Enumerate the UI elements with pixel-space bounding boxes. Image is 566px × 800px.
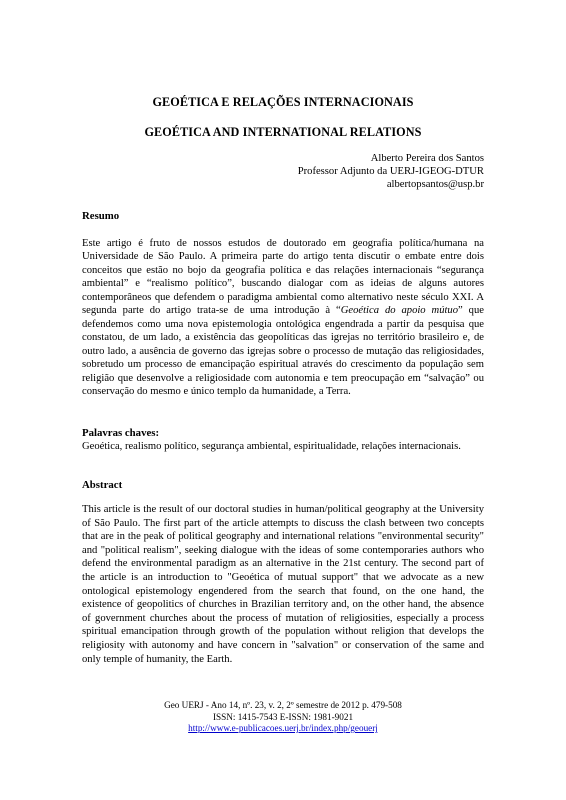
abstract-heading: Abstract xyxy=(82,479,123,491)
keywords-text: Geoética, realismo político, segurança ambiental, espiritualidade, relações internacionais. xyxy=(82,441,461,452)
author-block xyxy=(298,152,484,191)
author-email: albertopsantos@usp.br xyxy=(386,179,484,190)
resumo-heading: Resumo xyxy=(82,210,120,222)
footer xyxy=(0,700,566,735)
footer-journal: Geo UERJ - Ano 14, nº. 23, v. 2, 2º semestre de 2012 p. 479-508 xyxy=(164,700,402,710)
footer-link[interactable]: http://www.e-publicacoes.uerj.br/index.php/geouerj xyxy=(188,723,378,733)
keywords-heading: Palavras chaves: xyxy=(82,427,160,439)
resumo-text-2: ” que defendemos como uma nova epistemologia ontológica engendrada a partir da pesquisa que constatou, de um lado, a existência das geopolíticas das igrejas no território brasileiro e, de outro lado, a ausência de governo das igrejas sobre o processo de mutação das religiosidades, sobretudo um processo de emancipação espiritual através do crescimento da população sem religião que desenvolve a religiosidade com autonomia e tem preocupação em “salvação” ou conservação do mesmo e único templo da humanidade, a Terra. xyxy=(82,305,484,397)
author-name: Alberto Pereira dos Santos xyxy=(370,153,484,164)
title-english: GEOÉTICA AND INTERNATIONAL RELATIONS xyxy=(144,125,422,139)
footer-issn: ISSN: 1415-7543 E-ISSN: 1981-9021 xyxy=(212,711,354,722)
resumo-text-1: Este artigo é fruto de nossos estudos de doutorado em geografia política/humana na Universidade de São Paulo. A primeira parte do artigo tenta discutir o embate entre dois conceitos que estão no bojo da geografia política e das relações internacionais “segurança ambiental” e “realismo político”, buscando dialogar com as ideias de alguns autores contemporâneos que defendem o paradigma ambiental como alternativo neste século XXI. A segunda parte do artigo trata-se de uma introdução à “ xyxy=(82,238,484,317)
author-affiliation: Professor Adjunto da UERJ-IGEOG-DTUR xyxy=(297,166,484,177)
resumo-paragraph xyxy=(82,237,484,398)
resumo-text-italic: Geoética do apoio mútuo xyxy=(340,305,459,317)
abstract-paragraph: This article is the result of our doctoral studies in human/political geography at the University of São Paulo. The first part of the article attempts to discuss the clash between two concepts that are in the peak of political geography and international relations "environmental security" and "political realism", seeking dialogue with the ideas of some contemporaries authors who defend the environmental paradigm as an alternative in the 21st century. The second part of the article is an introduction to "Geoética of mutual support" that we advocate as a new ontological epistemology engendered from the search that found, on the one hand, the existence of geopolitics of churches in Brazilian territory and, on the other hand, the absence of government churches about the process of mutation of religiosities, especially a process spiritual emancipation through growth of the population without religion that develops the religiosity with autonomy and have concern in "salvation" or conservation of the same and only temple of humanity, the Earth. xyxy=(82,504,484,665)
title-portuguese: GEOÉTICA E RELAÇÕES INTERNACIONAIS xyxy=(152,95,414,109)
